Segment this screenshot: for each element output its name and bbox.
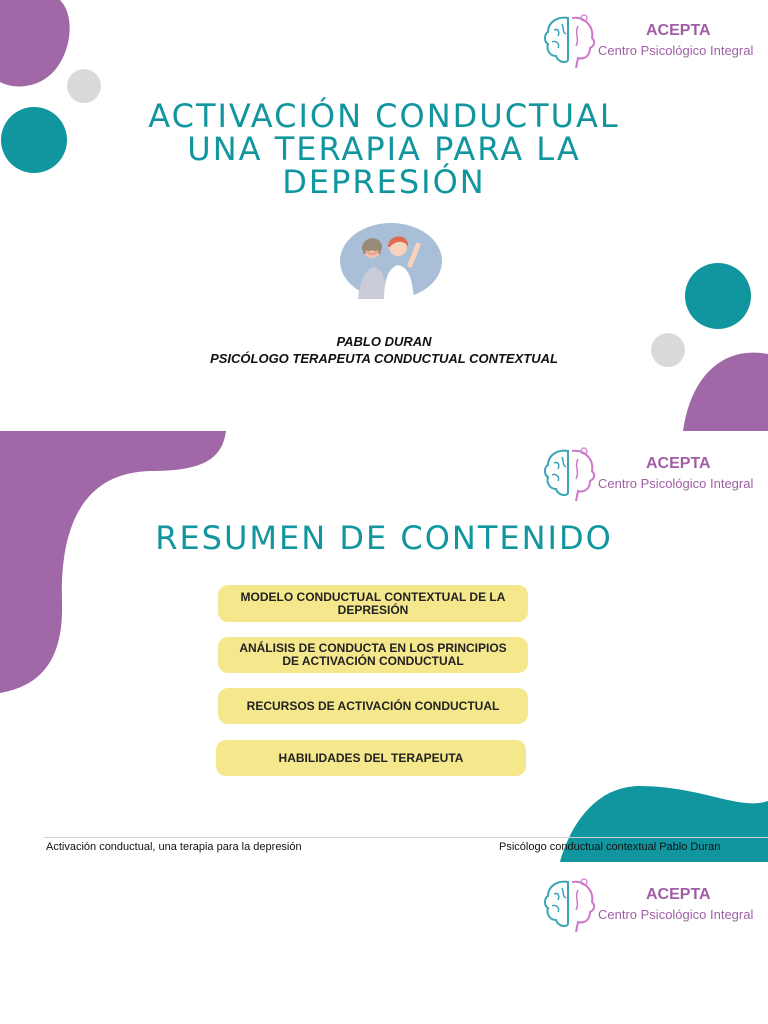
- contents-item: ANÁLISIS DE CONDUCTA EN LOS PRINCIPIOS DE ACTIVACIÓN CONDUCTUAL: [218, 637, 528, 673]
- title-line-1: ACTIVACIÓN CONDUCTUAL: [148, 97, 620, 135]
- author-name: PABLO DURAN: [336, 334, 432, 349]
- author-role: PSICÓLOGO TERAPEUTA CONDUCTUAL CONTEXTUAL: [210, 351, 558, 366]
- logo-subtitle: Centro Psicológico Integral: [598, 907, 754, 922]
- purple-blob-top-left: [0, 0, 70, 86]
- sad-and-happy-women-illustration: [340, 221, 442, 301]
- footer-left: Activación conductual, una terapia para la depresión: [46, 841, 302, 853]
- logo-brand: ACEPTA: [646, 886, 711, 903]
- logo-brand: ACEPTA: [646, 22, 711, 39]
- acepta-logo: [540, 12, 768, 76]
- contents-item: MODELO CONDUCTUAL CONTEXTUAL DE LA DEPRESIÓN: [218, 585, 528, 622]
- purple-wave-left: [0, 431, 226, 693]
- logo-subtitle: Centro Psicológico Integral: [598, 43, 754, 58]
- teal-dot-right: [685, 263, 751, 329]
- footer-right: Psicólogo conductual contextual Pablo Duran: [499, 841, 721, 853]
- author-block: [0, 333, 768, 367]
- slide-title-page: [0, 0, 768, 431]
- gray-dot-top-left: [67, 69, 101, 103]
- contents-heading: RESUMEN DE CONTENIDO: [155, 519, 613, 557]
- slide-next-page: [0, 862, 768, 1024]
- brain-head-icon: [540, 876, 600, 936]
- footer-divider: [44, 837, 768, 838]
- slide-contents-page: [0, 431, 768, 862]
- brain-head-icon: [540, 445, 600, 505]
- title-line-3: DEPRESIÓN: [282, 163, 486, 201]
- contents-item: HABILIDADES DEL TERAPEUTA: [216, 740, 526, 776]
- logo-subtitle: Centro Psicológico Integral: [598, 476, 754, 491]
- contents-item: RECURSOS DE ACTIVACIÓN CONDUCTUAL: [218, 688, 528, 724]
- brain-head-icon: [540, 12, 600, 72]
- acepta-logo: [540, 445, 768, 509]
- title-line-2: UNA TERAPIA PARA LA: [187, 130, 581, 168]
- slide-title: [0, 97, 768, 201]
- acepta-logo: [540, 876, 768, 940]
- logo-brand: ACEPTA: [646, 455, 711, 472]
